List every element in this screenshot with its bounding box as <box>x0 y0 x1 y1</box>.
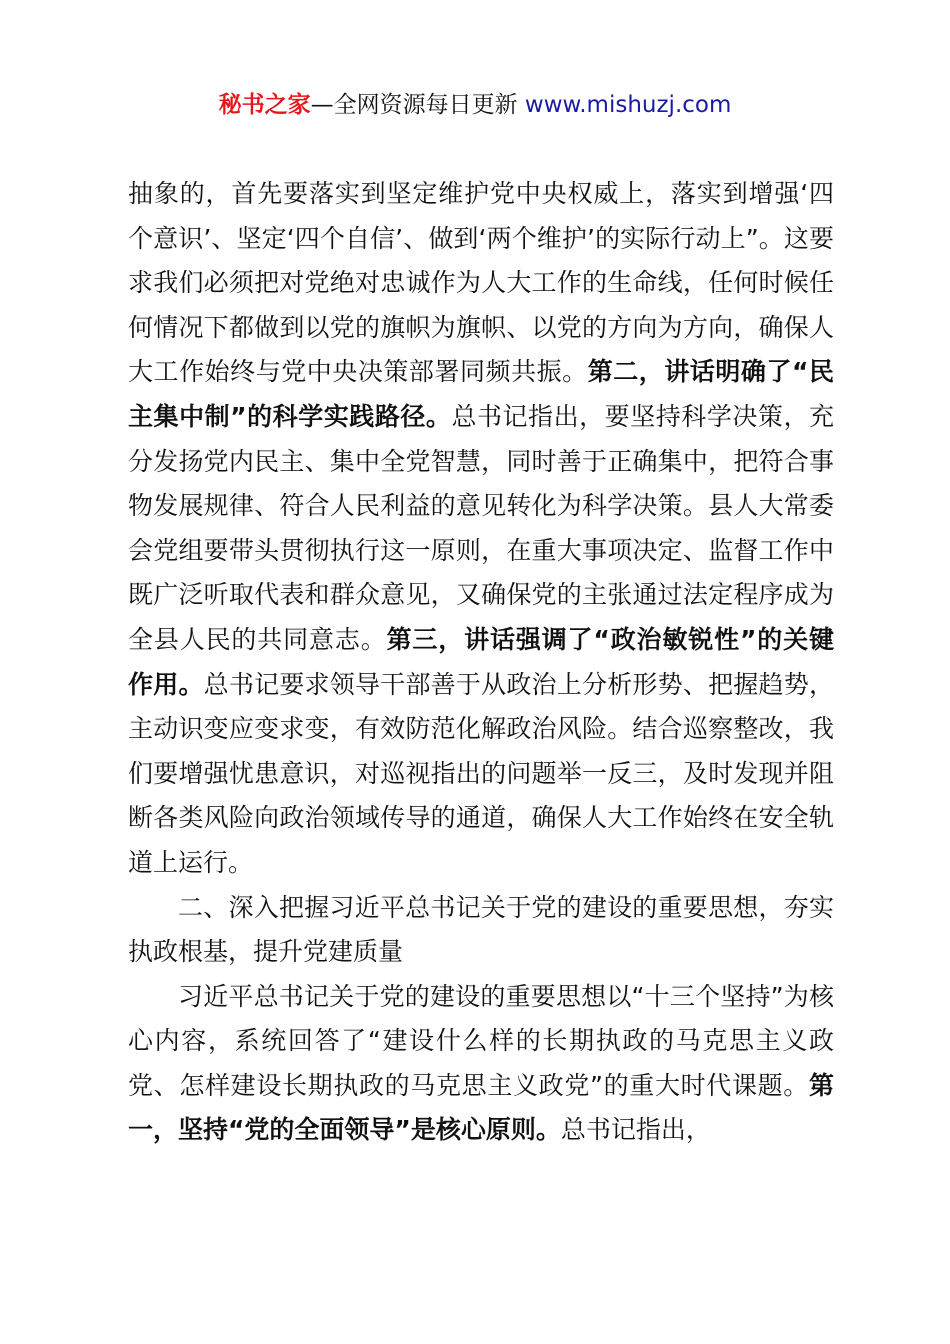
paragraph-1-text-1: 抽象的，首先要落实到坚定维护党中央权威上，落实到增强‘四个意识’、坚定‘四个自信’、做到‘两个维护’的实际行动上”。这要求我们必须把对党绝对忠诚作为人大工作的生命线，任何时候任何情况下都做到以党的旗帜为旗帜、以党的方向为方向，确保人大工作始终与党中央决策部署同频共振。 <box>128 179 834 387</box>
header-tagline: —全网资源每日更新 <box>310 92 525 118</box>
site-url-link[interactable]: www.mishuzj.com <box>524 92 732 118</box>
document-body <box>128 172 834 1153</box>
point-two-heading: 第二，讲话明确了“民主集中制”的科学实践路径。 <box>128 357 834 431</box>
brand-name: 秘书之家 <box>218 92 311 118</box>
paragraph-1-text-3: 总书记要求领导干部善于从政治上分析形势、把握趋势，主动识变应变求变，有效防范化解政治风险。结合巡察整改，我们要增强忧患意识，对巡视指出的问题举一反三，及时发现并阻断各类风险向政治领域传导的通道，确保人大工作始终在安全轨道上运行。 <box>128 669 834 877</box>
paragraph-1-text-2: 总书记指出，要坚持科学决策，充分发扬党内民主、集中全党智慧，同时善于正确集中，把符合事物发展规律、符合人民利益的意见转化为科学决策。县人大常委会党组要带头贯彻执行这一原则，在重大事项决定、监督工作中既广泛听取代表和群众意见，又确保党的主张通过法定程序成为全县人民的共同意志。 <box>128 401 834 654</box>
paragraph-3 <box>128 975 834 1153</box>
point-one-heading: 第一，坚持“党的全面领导”是核心原则。 <box>128 1070 834 1145</box>
paragraph-3-text-1: 习近平总书记关于党的建设的重要思想以“十三个坚持”为核心内容，系统回答了“建设什么样的长期执政的马克思主义政党、怎样建设长期执政的马克思主义政党”的重大时代课题。 <box>128 981 834 1100</box>
point-three-heading: 第三，讲话强调了“政治敏锐性”的关键作用。 <box>128 624 834 699</box>
section-two-heading: 二、深入把握习近平总书记关于党的建设的重要思想，夯实执政根基，提升党建质量 <box>128 892 834 967</box>
paragraph-3-text-2: 总书记指出， <box>560 1115 711 1145</box>
site-header <box>0 88 950 122</box>
paragraph-1 <box>128 172 834 886</box>
